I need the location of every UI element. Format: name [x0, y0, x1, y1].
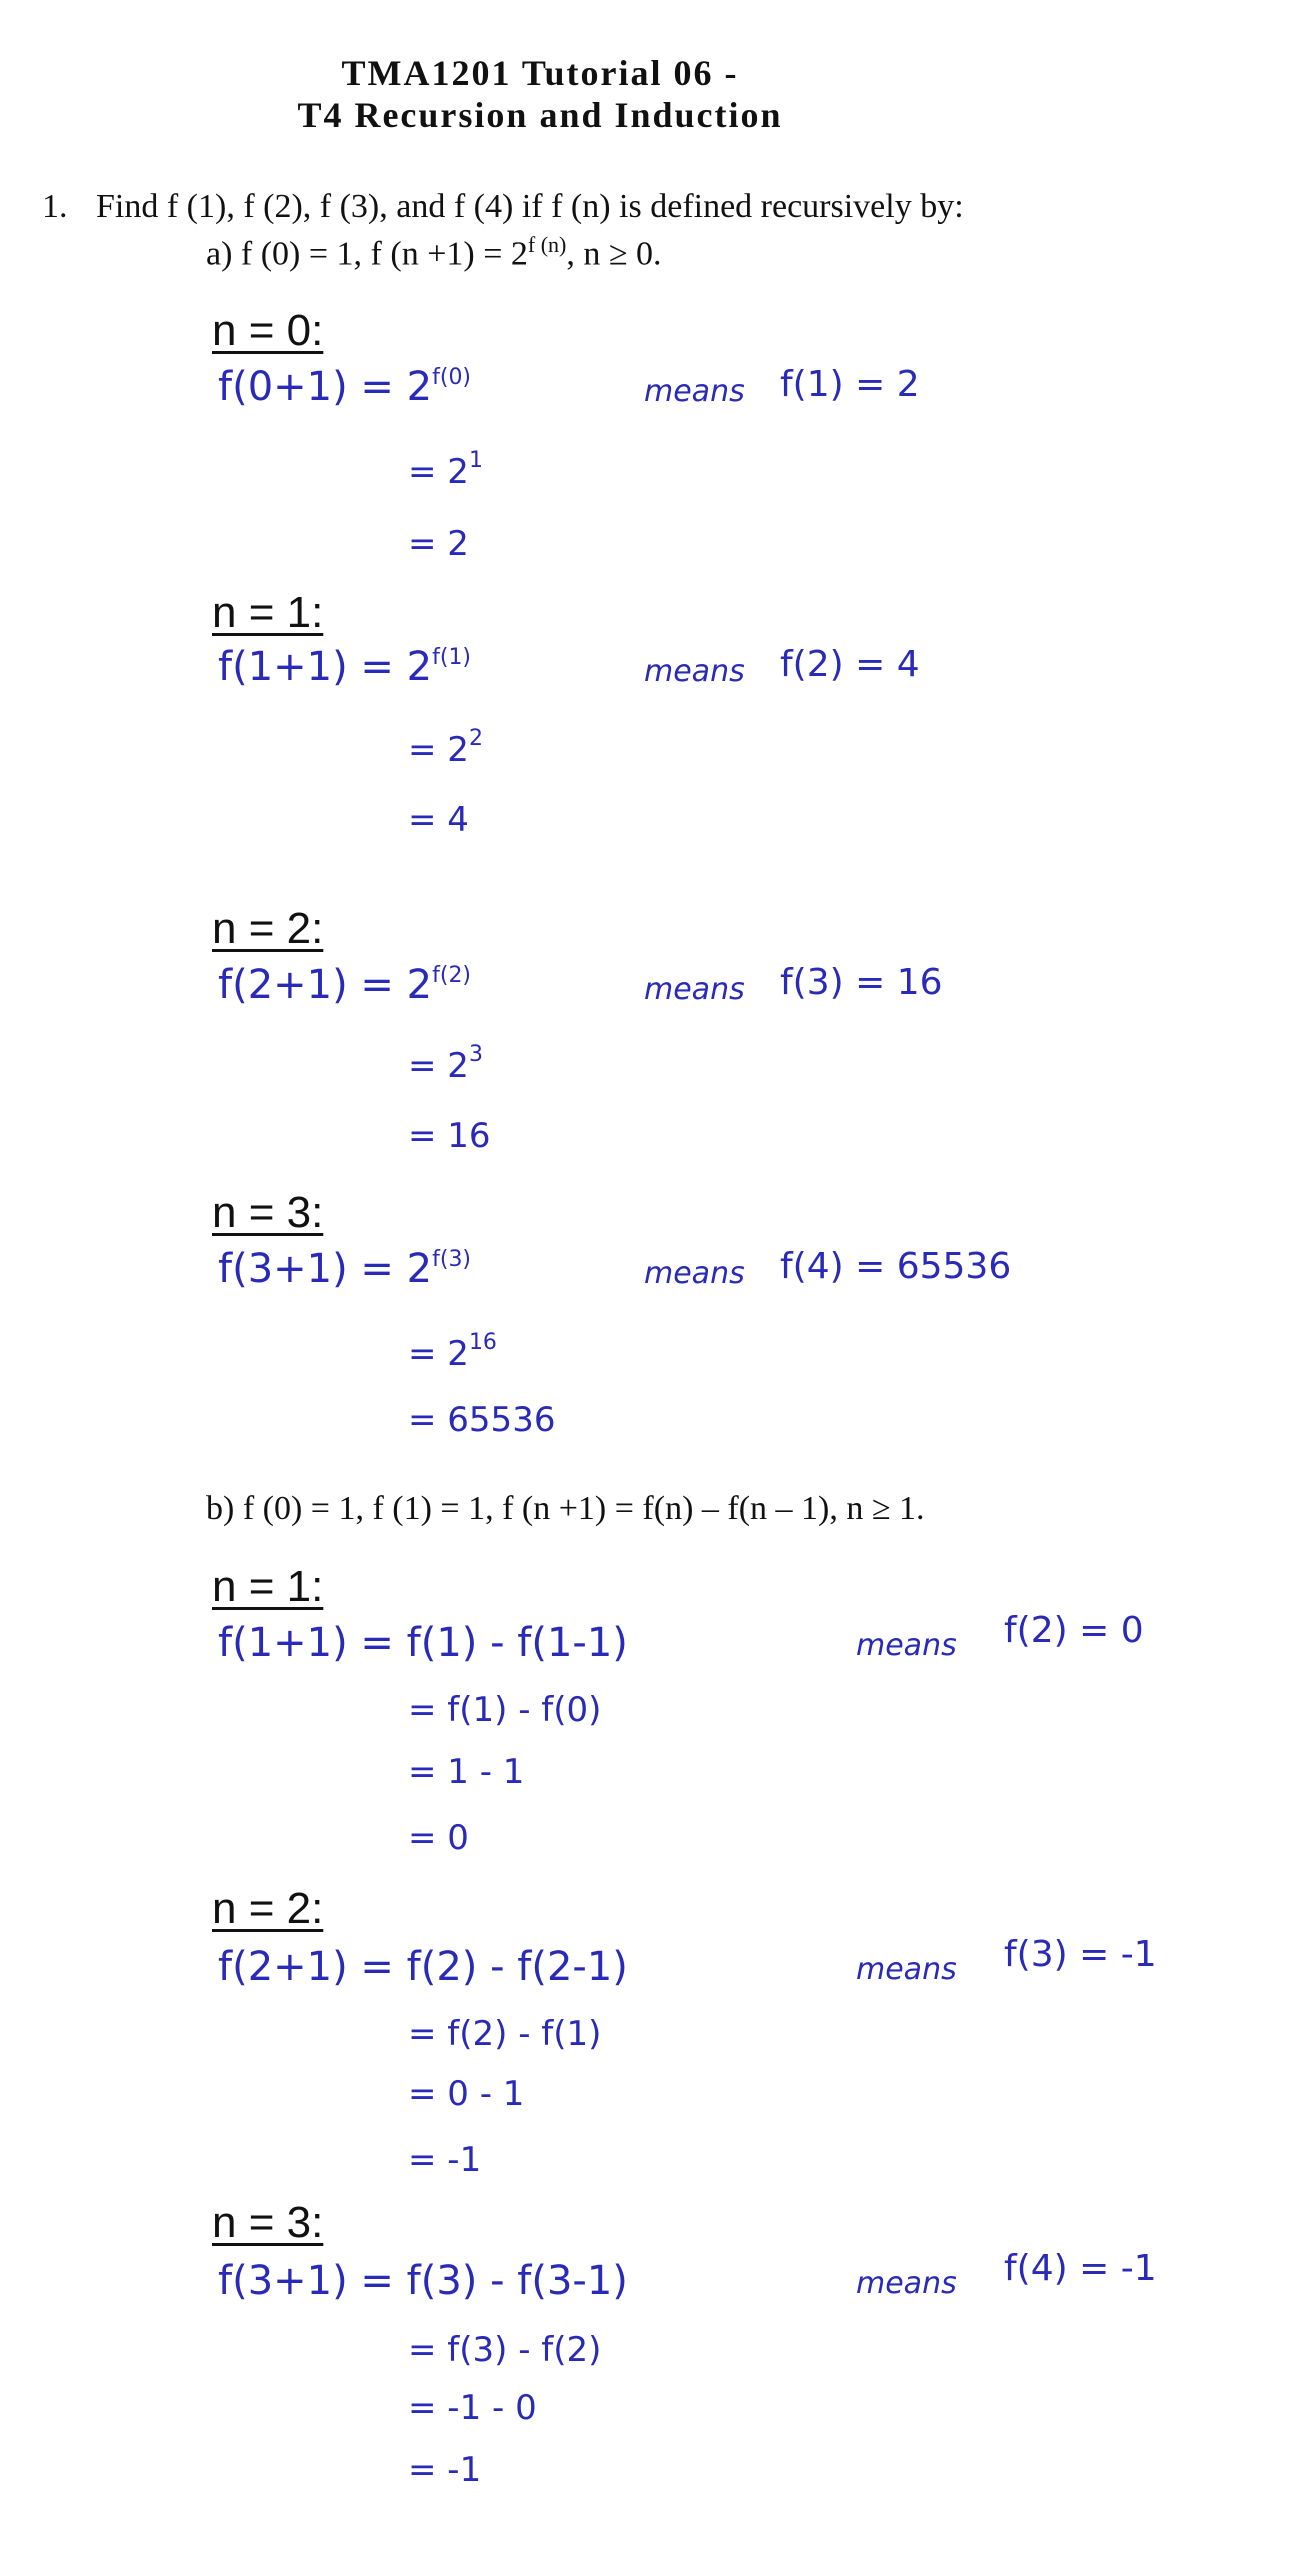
- step-line: = -1: [408, 2140, 482, 2180]
- step-lhs: [218, 644, 471, 690]
- step-lhs: [218, 962, 471, 1008]
- step-line: = 16: [408, 1116, 491, 1156]
- step-line-exponent: 2: [468, 726, 483, 751]
- document-title-line-2: T4 Recursion and Induction: [297, 95, 783, 135]
- means-label: means: [644, 972, 745, 1007]
- question-number: 1.: [42, 188, 68, 225]
- part-a-exponent: f (n): [527, 232, 567, 257]
- step-result: f(1) = 2: [780, 364, 920, 405]
- means-label: means: [856, 1952, 957, 1987]
- step-line-text: = 2: [408, 1334, 469, 1374]
- step-result: f(4) = 65536: [780, 1246, 1012, 1287]
- step-lhs-exponent: f(0): [432, 365, 472, 390]
- step-line: = -1: [408, 2450, 482, 2490]
- means-label: means: [644, 1256, 745, 1291]
- step-line: [408, 1042, 483, 1086]
- part-a-definition-text: a) f (0) = 1, f (n +1) = 2: [206, 235, 528, 273]
- means-label: means: [856, 2266, 957, 2301]
- step-header: n = 0:: [212, 306, 324, 355]
- step-line: = f(2) - f(1): [408, 2014, 602, 2054]
- step-result: f(3) = -1: [1004, 1934, 1157, 1975]
- step-line: = f(1) - f(0): [408, 1690, 602, 1730]
- step-line: [408, 726, 483, 770]
- step-line-text: = 2: [408, 452, 469, 492]
- step-header: n = 3:: [212, 2198, 324, 2247]
- part-b-definition: b) f (0) = 1, f (1) = 1, f (n +1) = f(n) – f(n – 1), n ≥ 1.: [206, 1490, 925, 1527]
- step-lhs-text: f(0+1) = 2: [218, 364, 433, 410]
- step-line: = 0: [408, 1818, 469, 1858]
- step-lhs-text: f(1+1) = 2: [218, 644, 433, 690]
- step-line: = 2: [408, 524, 469, 564]
- step-line-exponent: 3: [468, 1042, 483, 1067]
- step-lhs-exponent: f(2): [432, 963, 472, 988]
- step-lhs-text: f(3+1) = 2: [218, 1246, 433, 1292]
- step-lhs-exponent: f(3): [432, 1247, 472, 1272]
- step-header: n = 3:: [212, 1188, 324, 1237]
- step-line: = 1 - 1: [408, 1752, 525, 1792]
- step-header: n = 2:: [212, 904, 324, 953]
- step-result: f(2) = 4: [780, 644, 920, 685]
- step-line-text: = 2: [408, 730, 469, 770]
- step-result: f(2) = 0: [1004, 1610, 1144, 1651]
- step-lhs: [218, 1246, 471, 1292]
- question-prompt: Find f (1), f (2), f (3), and f (4) if f (n) is defined recursively by:: [96, 188, 964, 225]
- step-line-exponent: 1: [468, 448, 483, 473]
- means-label: means: [644, 374, 745, 409]
- step-lhs: f(1+1) = f(1) - f(1-1): [218, 1620, 628, 1666]
- step-line: [408, 1330, 497, 1374]
- means-label: means: [644, 654, 745, 689]
- step-lhs: f(3+1) = f(3) - f(3-1): [218, 2258, 628, 2304]
- step-result: f(4) = -1: [1004, 2248, 1157, 2289]
- step-lhs: f(2+1) = f(2) - f(2-1): [218, 1944, 628, 1990]
- step-line: = f(3) - f(2): [408, 2330, 602, 2370]
- step-line-text: = 2: [408, 1046, 469, 1086]
- step-lhs-text: f(2+1) = 2: [218, 962, 433, 1008]
- step-lhs: [218, 364, 471, 410]
- part-a-condition: , n ≥ 0.: [566, 235, 662, 273]
- step-line-exponent: 16: [468, 1330, 497, 1355]
- step-header: n = 2:: [212, 1884, 324, 1933]
- step-line: = 65536: [408, 1400, 556, 1440]
- step-lhs-exponent: f(1): [432, 645, 472, 670]
- step-header: n = 1:: [212, 1562, 324, 1611]
- document-title-line-1: TMA1201 Tutorial 06 -: [341, 53, 739, 93]
- step-line: = 0 - 1: [408, 2074, 525, 2114]
- step-result: f(3) = 16: [780, 962, 943, 1003]
- part-a-definition: [206, 232, 662, 273]
- step-line: = -1 - 0: [408, 2388, 537, 2428]
- step-line: = 4: [408, 800, 469, 840]
- means-label: means: [856, 1628, 957, 1663]
- step-line: [408, 448, 483, 492]
- step-header: n = 1:: [212, 588, 324, 637]
